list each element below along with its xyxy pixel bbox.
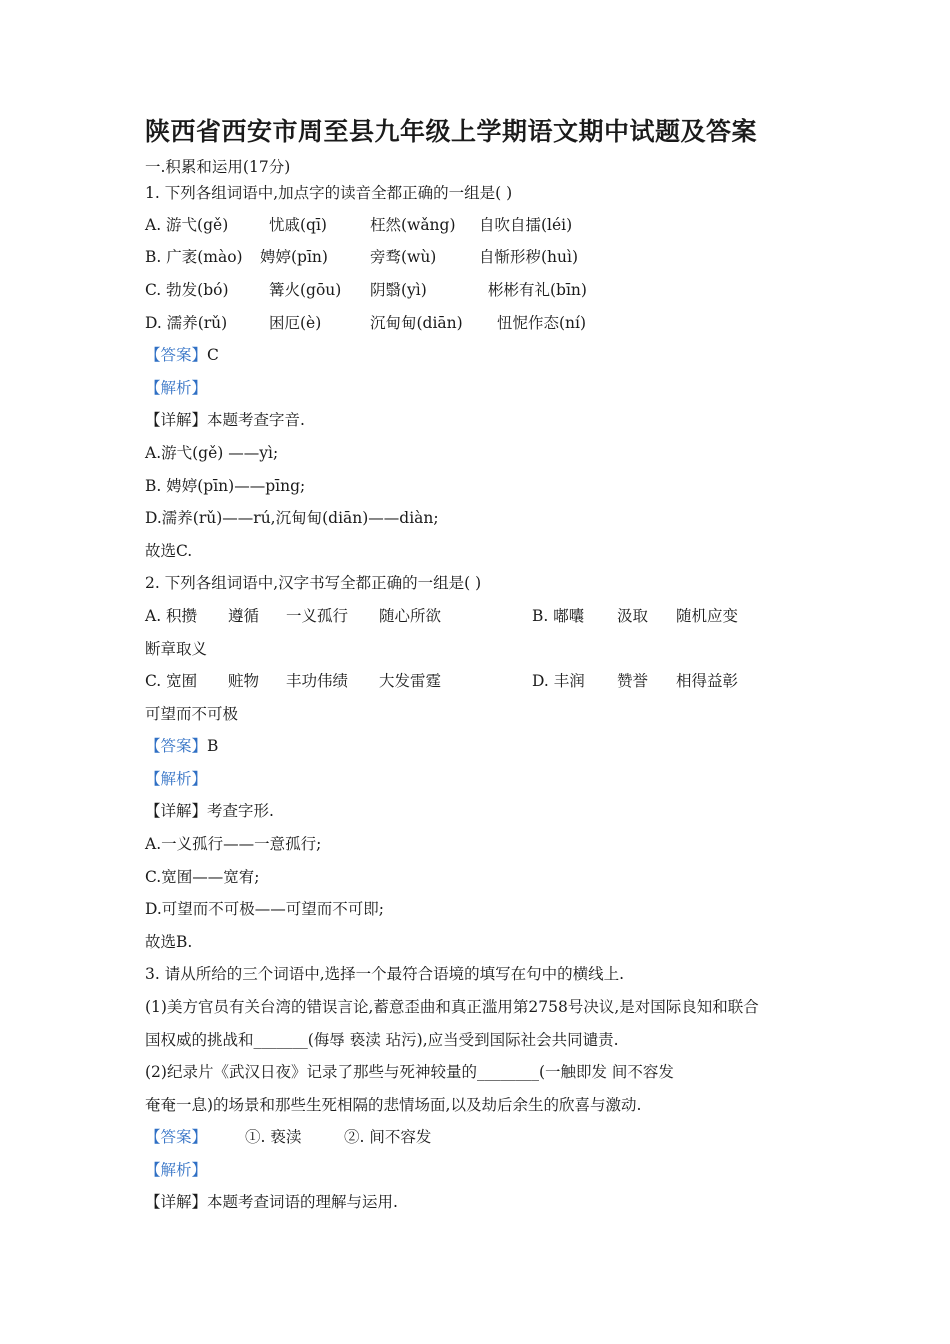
q2-option-b-cont: 断章取义 <box>145 640 208 658</box>
q3-detail: 【详解】本题考查词语的理解与运用. <box>145 1193 398 1211</box>
q1-option-c: C. 勃发(bó) 篝火(gōu) 阴翳(yì) 彬彬有礼(bīn) <box>145 281 587 299</box>
q3-answer: 【答案】 ①. 亵渎 ②. 间不容发 <box>145 1128 432 1146</box>
q3-part1-line2: 国权威的挑战和_______(侮辱 亵渎 玷污),应当受到国际社会共同谴责. <box>145 1031 619 1049</box>
q2-explain-line: 故选B. <box>145 933 193 951</box>
page-title: 陕西省西安市周至县九年级上学期语文期中试题及答案 <box>145 117 758 146</box>
q1-answer: 【答案】C <box>145 346 219 364</box>
q2-option-d-cont: 可望而不可极 <box>145 705 239 723</box>
q3-analysis-label: 【解析】 <box>145 1161 208 1179</box>
q2-answer: 【答案】B <box>145 737 219 755</box>
q2-explain-line: D.可望而不可极——可望而不可即; <box>145 900 385 918</box>
q1-option-b: B. 广袤(mào) 娉婷(pīn) 旁骛(wù) 自惭形秽(huì) <box>145 248 579 266</box>
q1-explain-line: A.游弋(gě) ——yì; <box>145 444 279 462</box>
q1-analysis-label: 【解析】 <box>145 379 208 397</box>
q1-explain-line: B. 娉婷(pīn)——pīng; <box>145 477 306 495</box>
q2-stem: 2. 下列各组词语中,汉字书写全都正确的一组是( ) <box>145 574 482 592</box>
q3-part2-line1: (2)纪录片《武汉日夜》记录了那些与死神较量的________(一触即发 间不容发 <box>145 1063 674 1081</box>
q3-stem: 3. 请从所给的三个词语中,选择一个最符合语境的填写在句中的横线上. <box>145 965 625 983</box>
q1-explain-line: 故选C. <box>145 542 193 560</box>
q1-detail: 【详解】本题考查字音. <box>145 411 305 429</box>
q2-explain-line: C.宽囿——宽宥; <box>145 868 260 886</box>
q1-option-d: D. 濡养(rǔ) 困厄(è) 沉甸甸(diān) 忸怩作态(ní) <box>145 314 587 332</box>
q3-part2-line2: 奄奄一息)的场景和那些生死相隔的悲情场面,以及劫后余生的欣喜与激动. <box>145 1096 642 1114</box>
q2-explain-line: A.一义孤行——一意孤行; <box>145 835 322 853</box>
q2-analysis-label: 【解析】 <box>145 770 208 788</box>
q2-detail: 【详解】考查字形. <box>145 802 274 820</box>
q1-stem: 1. 下列各组词语中,加点字的读音全都正确的一组是( ) <box>145 184 513 202</box>
q2-options-cd: C. 宽囿 赃物 丰功伟绩 大发雷霆 D. 丰润 赞誉 相得益彰 <box>145 672 739 690</box>
q3-part1-line1: (1)美方官员有关台湾的错误言论,蓄意歪曲和真正滥用第2758号决议,是对国际良知和联合 <box>145 998 759 1016</box>
q2-options-ab: A. 积攒 遵循 一义孤行 随心所欲 B. 嘟囔 汲取 随机应变 <box>145 607 739 625</box>
q1-explain-line: D.濡养(rǔ)——rú,沉甸甸(diān)——diàn; <box>145 509 439 527</box>
section-heading: 一.积累和运用(17分) <box>145 158 291 176</box>
q1-option-a: A. 游弋(gě) 忧戚(qī) 枉然(wǎng) 自吹自擂(léi) <box>145 216 573 234</box>
